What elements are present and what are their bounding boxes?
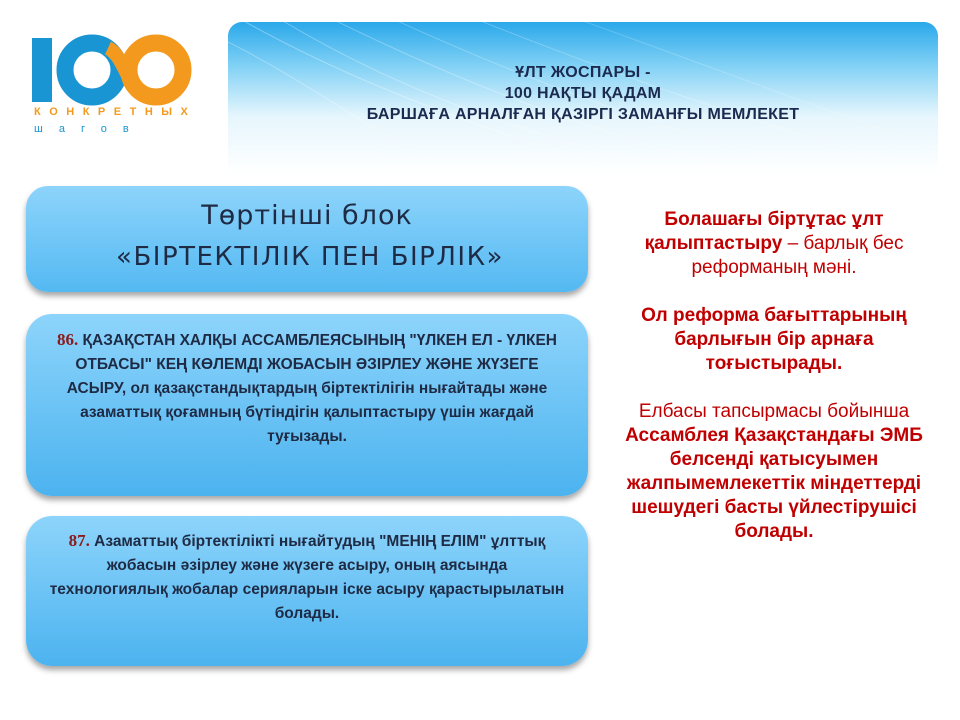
side-paragraph-1 <box>606 208 942 280</box>
step-86-text: ҚАЗАҚСТАН ХАЛҚЫ АССАМБЛЕЯСЫНЫҢ "ҮЛКЕН ЕЛ - ҮЛКЕН ОТБАСЫ" КЕҢ КӨЛЕМДІ ЖОБАСЫН ӘЗІРЛЕУ ЖӘНЕ ЖҮЗЕГЕ АСЫРУ, ол қазақстандықтардың біртектілігін нығайтады және азаматтық қоғамның бүтіндігін қалыптастыру үшін жағдай туғызады. <box>66 332 557 445</box>
step-86-number: 86. <box>57 330 79 349</box>
plan-title-line2: 100 НАҚТЫ ҚАДАМ <box>504 85 662 102</box>
step-87-text: Азаматтық біртектілікті нығайтудың "МЕНІҢ ЕЛІМ" ұлттық жобасын әзірлеу және жүзеге асыру, оның аясында технологиялық жобалар серияларын іске асыру қарастырылатын болады. <box>49 533 565 622</box>
plan-title-line3: БАРШАҒА АРНАЛҒАН ҚАЗІРГІ ЗАМАНҒЫ МЕМЛЕКЕТ <box>366 106 800 123</box>
block-title: Төртінші блок <box>201 200 413 231</box>
logo-100-mark-icon <box>28 30 208 110</box>
step-87-card <box>26 516 588 666</box>
side-p3-start: Елбасы тапсырмасы бойынша <box>638 401 910 422</box>
block-title-box <box>26 186 588 292</box>
plan-title-line1: ҰЛТ ЖОСПАРЫ - <box>515 64 651 81</box>
header-banner <box>228 22 938 174</box>
logo-word-konkretnyh: КОНКРЕТНЫХ <box>34 106 197 118</box>
logo-word-shagov: шагов <box>34 123 145 135</box>
side-p3-bold: Ассамблея Қазақстандағы ЭМБ белсенді қатысуымен жалпымемлекеттік міндеттерді шешудегі басты үйлестірушісі болады. <box>625 425 923 542</box>
side-p1-rest: – барлық бес реформаның мәні. <box>691 233 904 278</box>
plan-title <box>228 62 938 125</box>
side-paragraph-2: Ол реформа бағыттарының барлығын бір арнаға тоғыстырады. <box>641 305 907 374</box>
step-87-number: 87. <box>68 531 90 550</box>
side-p1-highlight: Болашағы біртұтас ұлт қалыптастыру <box>644 209 884 254</box>
side-paragraph-3 <box>606 400 942 544</box>
logo-100-steps <box>28 30 208 142</box>
side-text <box>606 208 942 568</box>
block-subtitle: «БІРТЕКТІЛІК ПЕН БІРЛІК» <box>116 242 504 272</box>
step-86-card <box>26 314 588 496</box>
